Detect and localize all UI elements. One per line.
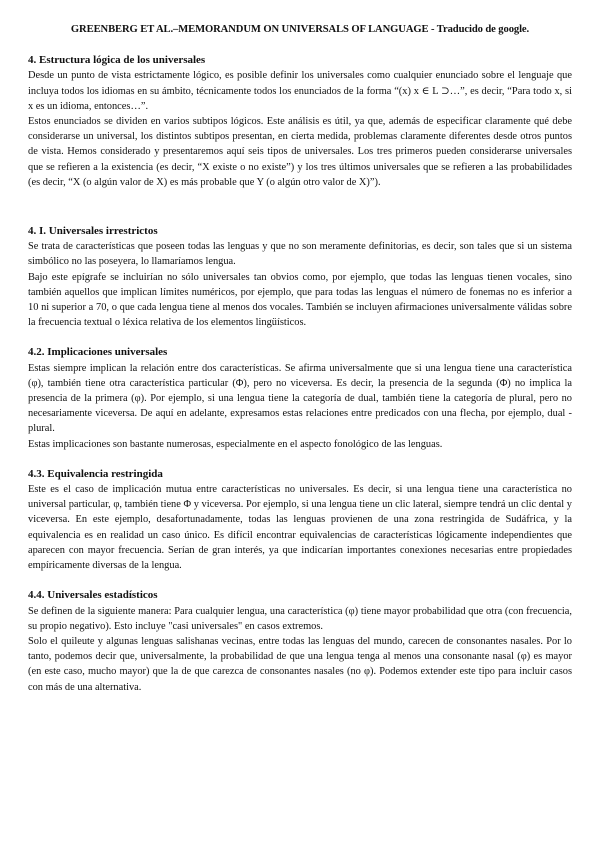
section-heading: 4.3. Equivalencia restringida	[28, 467, 163, 480]
paragraph: Estos enunciados se dividen en varios subtipos lógicos. Este análisis es útil, ya que, además de especificar claramente qué debe considerarse un universal, los distintos subtipos presentan, en cierta medida, problemas claramente diferentes desde otros puntos de vista. Hemos considerado y presentaremos aquí seis tipos de universales. Los tres primeros pueden considerarse universales que se refieren a la existencia (es decir, “X existe o no existe”) y los tres últimos universales que se refieren a las probabilidades (es decir, “X (o algún valor de X) es más probable que Y (o algún otro valor de X)”).	[28, 116, 572, 188]
section-statistical-universals	[28, 588, 572, 694]
section-universal-implications	[28, 345, 572, 451]
paragraph: Este es el caso de implicación mutua entre características no universales. Es decir, si una lengua tiene una característica no universal particular, φ, también tiene Φ y viceversa. Por ejemplo, si una lengua tiene un clic lateral, siempre tendrá un clic dental y viceversa. En este ejemplo, desafortunadamente, todas las lenguas provienen de una zona restringida de Sudáfrica, y la equivalencia es en realidad un caso único. Es difícil encontrar equivalencias de características lógicamente independientes que aparecen con mayor frecuencia. Serían de gran interés, ya que indicarían importantes conexiones necesarias entre propiedades empíricamente diversas de la lengua.	[28, 484, 572, 572]
section-heading: 4.4. Universales estadísticos	[28, 589, 158, 602]
paragraph: Se definen de la siguiente manera: Para cualquier lengua, una característica (φ) tiene mayor probabilidad que otra (con frecuencia, su propio negativo). Esto incluye "casi universales" en casos extremos.	[28, 605, 572, 632]
document-title: GREENBERG ET AL.–MEMORANDUM ON UNIVERSALS OF LANGUAGE - Traducido de google.	[70, 24, 530, 35]
section-restricted-equivalence	[28, 467, 572, 573]
paragraph: Bajo este epígrafe se incluirían no sólo universales tan obvios como, por ejemplo, que todas las lenguas tienen vocales, sino también aquellos que implican límites numéricos, por ejemplo, que para todas las lenguas el número de fonemas no es inferior a 10 ni superior a 70, o que cada lengua tiene al menos dos vocales. También se incluyen afirmaciones universalmente válidas sobre la frecuencia textual o léxica relativa de los elementos lingüísticos.	[28, 271, 572, 329]
section-logical-structure	[28, 53, 572, 190]
section-heading: 4.2. Implicaciones universales	[28, 346, 168, 359]
paragraph: Solo el quileute y algunas lenguas salishanas vecinas, entre todas las lenguas del mundo, carecen de consonantes nasales. Por lo tanto, podemos decir que, universalmente, la probabilidad de que una lengua tenga al menos una consonante nasal (φ) es mayor (en este caso, mucho mayor) que la de que carezca de consonantes nasales (no φ). Podemos extender este tipo para incluir casos con más de una alternativa.	[28, 635, 572, 693]
paragraph: Estas siempre implican la relación entre dos características. Se afirma universalmente que si una lengua tiene una característica (φ), también tiene otra característica particular (Φ), pero no viceversa. Es decir, la presencia de la segunda (Φ) no implica la presencia de la primera (φ). Por ejemplo, si una lengua tiene la categoría de dual, también tiene la categoría de plural, pero no necesariamente viceversa. De aquí en adelante, expresamos estas relaciones entre predicados con una flecha, por ejemplo, dual - plural.	[28, 362, 572, 435]
paragraph: Desde un punto de vista estrictamente lógico, es posible definir los universales como cualquier enunciado sobre el lenguaje que incluya todos los idiomas en su ámbito, técnicamente todos los enunciados de la forma “(x) x ∈ L ⊃…”, es decir, “Para todo x, si x es un idioma, entonces…”.	[28, 70, 572, 112]
paragraph: Estas implicaciones son bastante numerosas, especialmente en el aspecto fonológico de las lenguas.	[28, 438, 443, 450]
section-heading: 4. Estructura lógica de los universales	[28, 54, 206, 67]
section-heading: 4. I. Universales irrestrictos	[28, 225, 158, 238]
document-page	[28, 22, 572, 710]
section-unrestricted-universals	[28, 224, 572, 330]
paragraph: Se trata de características que poseen todas las lenguas y que no son meramente definitorias, es decir, son tales que si un sistema simbólico no las poseyera, lo llamaríamos lengua.	[28, 241, 572, 268]
